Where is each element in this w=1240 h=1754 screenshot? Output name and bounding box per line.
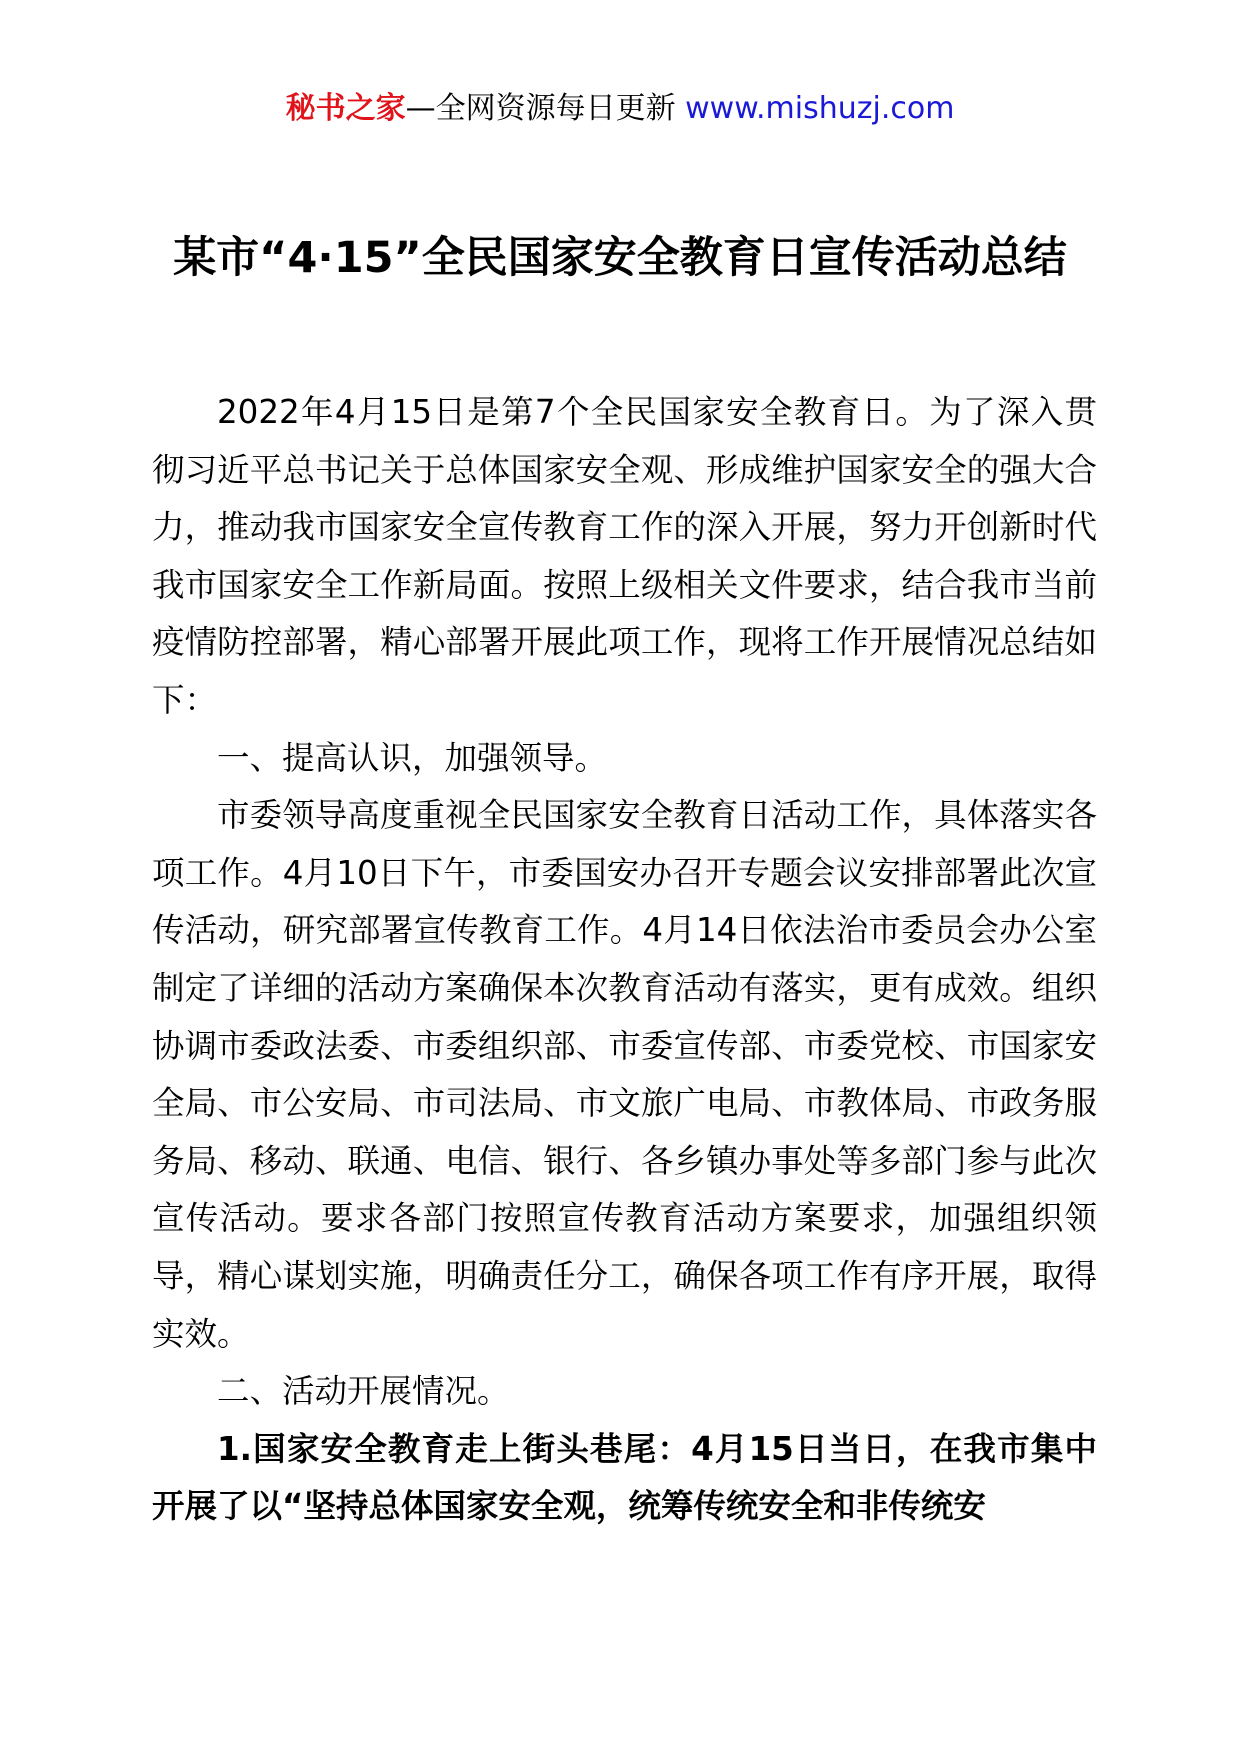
site-header <box>0 84 1240 134</box>
document-title: 某市“4·15”全民国家安全教育日宣传活动总结 <box>173 233 1067 283</box>
brand-name: 秘书之家 <box>285 91 406 126</box>
document-body <box>152 384 1097 1536</box>
section-1-paragraph: 市委领导高度重视全民国家安全教育日活动工作，具体落实各项工作。4月10日下午，市委国安办召开专题会议安排部署此次宣传活动，研究部署宣传教育工作。4月14日依法治市委员会办公室制定了详细的活动方案确保本次教育活动有落实，更有成效。组织协调市委政法委、市委组织部、市委宣传部、市委党校、市国家安全局、市公安局、市司法局、市文旅广电局、市教体局、市政务服务局、移动、联通、电信、银行、各乡镇办事处等多部门参与此次宣传活动。要求各部门按照宣传教育活动方案要求，加强组织领导，精心谋划实施，明确责任分工，确保各项工作有序开展，取得实效。 <box>152 796 1097 1353</box>
intro-paragraph: 2022年4月15日是第7个全民国家安全教育日。为了深入贯彻习近平总书记关于总体国家安全观、形成维护国家安全的强大合力，推动我市国家安全宣传教育工作的深入开展，努力开创新时代我市国家安全工作新局面。按照上级相关文件要求，结合我市当前疫情防控部署，精心部署开展此项工作，现将工作开展情况总结如下： <box>152 393 1097 719</box>
site-url-link[interactable]: www.mishuzj.com <box>685 91 955 126</box>
subsection-1-paragraph: 1.国家安全教育走上街头巷尾：4月15日当日，在我市集中开展了以“坚持总体国家安全观，统筹传统安全和非传统安 <box>152 1429 1097 1526</box>
header-slogan: —全网资源每日更新 <box>405 91 686 126</box>
section-heading-2: 二、活动开展情况。 <box>217 1372 510 1411</box>
section-heading-1: 一、提高认识，加强领导。 <box>217 738 608 777</box>
